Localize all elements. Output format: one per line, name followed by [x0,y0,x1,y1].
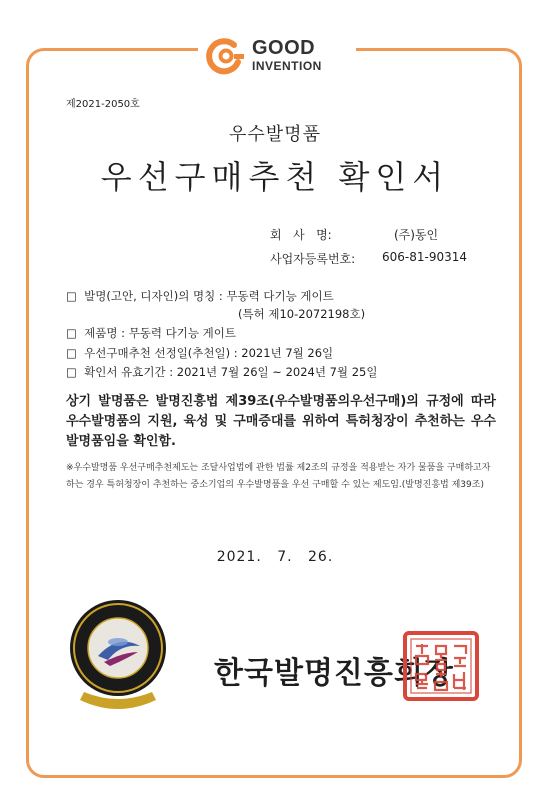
document-subtitle: 우수발명품 [229,124,321,145]
association-seal-icon [68,594,168,714]
certification-statement: 상기 발명품은 발명진흥법 제39조(우수발명품의우선구매)의 규정에 따라 우수발명품의 지원, 육성 및 구매증대를 위하여 특허청장이 추천하는 우수발명품임을 확인함. [66,394,496,449]
patent-number-item: (특허 제10-2072198호) [238,307,366,321]
official-stamp-icon [402,630,480,702]
registration-number-label: 사업자등록번호: [270,252,356,266]
issue-date: 2021. 7. 26. [216,549,334,565]
company-name-label: 회 사 명: [270,228,332,242]
invention-name-item: □ 발명(고안, 디자인)의 명칭 : 무동력 다기능 게이트 [66,289,334,303]
product-name-item: □ 제품명 : 무동력 다기능 게이트 [66,326,236,340]
logo-text-good: GOOD [252,37,316,59]
good-invention-logo-icon [204,36,248,76]
company-name-value: (주)동인 [394,228,439,242]
footnote: ※우수발명품 우선구매추천제도는 조달사업법에 관한 법률 제2조의 규정을 적용받는 자가 물품을 구매하고자 하는 경우 특허청장이 추천하는 중소기업의 우수발명품을 우선 구매할 수 있는 제도임.(발명진흥법 제39조) [66,463,491,490]
validity-period-item: □ 확인서 유효기간 : 2021년 7월 26일 ~ 2024년 7월 25일 [66,365,378,379]
document-title: 우선구매추천 확인서 [100,158,450,196]
logo-text-invention: INVENTION [252,59,322,73]
selection-date-item: □ 우선구매추천 선정일(추천일) : 2021년 7월 26일 [66,346,334,360]
certificate-number: 제2021-2050호 [66,99,140,110]
issuer-name: 한국발명진흥회장 [214,656,454,691]
registration-number-value: 606-81-90314 [382,250,468,264]
